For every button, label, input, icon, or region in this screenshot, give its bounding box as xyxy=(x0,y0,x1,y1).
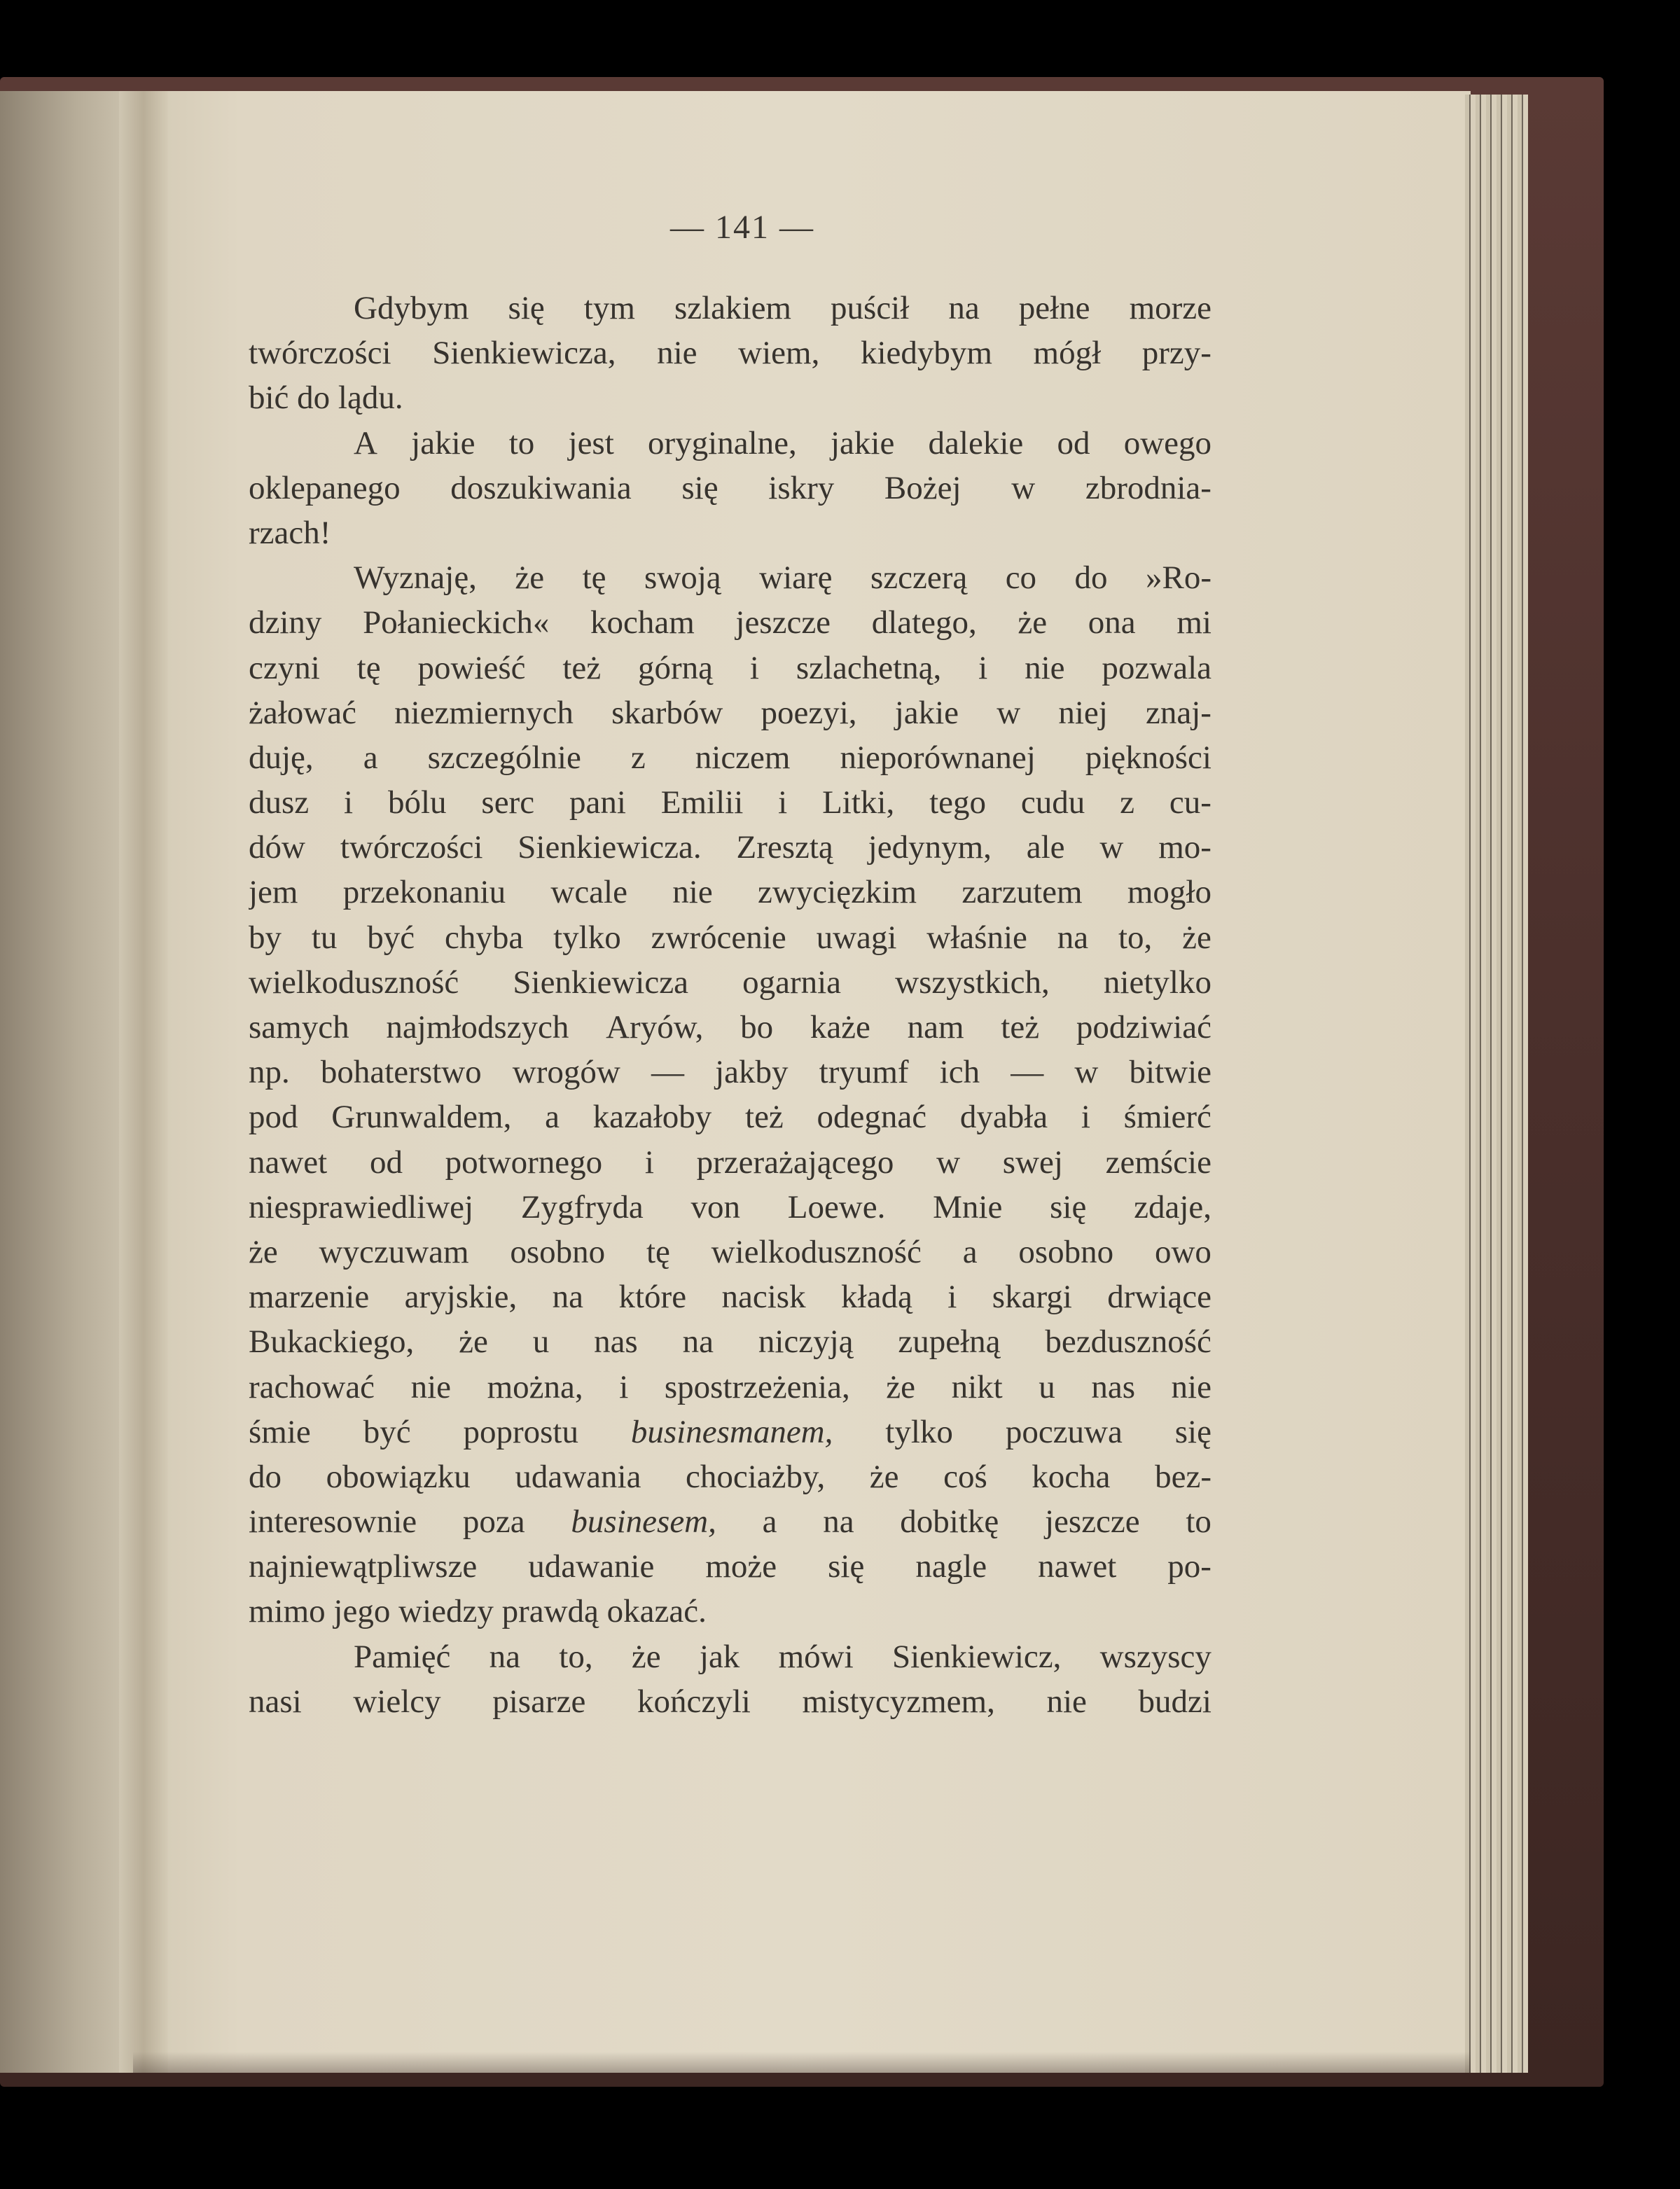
text-line: Pamięć na to, że jak mówi Sienkiewicz, wszyscy xyxy=(354,1638,1212,1675)
text-line: że wyczuwam osobno tę wielkoduszność a osobno owo xyxy=(249,1233,1212,1270)
text-line: wielkoduszność Sienkiewicza ogarnia wszystkich, nietylko xyxy=(249,964,1212,1001)
text-line: najniewątpliwsze udawanie może się nagle nawet po- xyxy=(249,1548,1212,1585)
page-number: — 141 — xyxy=(670,209,814,246)
text-line: nawet od potwornego i przerażającego w swej zemście xyxy=(249,1144,1212,1181)
text-line: Gdybym się tym szlakiem puścił na pełne morze xyxy=(354,290,1212,326)
text-line: nasi wielcy pisarze kończyli mistycyzmem, nie budzi xyxy=(249,1683,1212,1720)
text-line: niesprawiedliwej Zygfryda von Loewe. Mnie się zdaje, xyxy=(249,1188,1212,1225)
text-line: by tu być chyba tylko zwrócenie uwagi właśnie na to, że xyxy=(249,919,1212,956)
text-line: dziny Połanieckich« kocham jeszcze dlatego, że ona mi xyxy=(249,604,1212,641)
text-line: do obowiązku udawania chociażby, że coś kocha bez- xyxy=(249,1458,1212,1495)
text-line: np. bohaterstwo wrogów — jakby tryumf ich — w bitwie xyxy=(249,1054,1212,1091)
text-line-content: rzach! xyxy=(249,514,331,551)
text-line-content: mimo jego wiedzy prawdą okazać. xyxy=(249,1593,707,1630)
text-line: jem przekonaniu wcale nie zwycięzkim zarzutem mogło xyxy=(249,874,1212,911)
body-text xyxy=(249,286,1212,1724)
text-line: rachować nie można, i spostrzeżenia, że nikt u nas nie xyxy=(249,1368,1212,1405)
text-line: Bukackiego, że u nas na niczyją zupełną bezduszność xyxy=(249,1323,1212,1361)
page-bottom-shadow xyxy=(133,2052,1471,2073)
text-line: Wyznaję, że tę swoją wiarę szczerą co do »Ro- xyxy=(354,560,1212,597)
text-line: śmie być poprostu businesmanem, tylko poczuwa się xyxy=(249,1413,1212,1450)
text-line-content: bić do lądu. xyxy=(249,380,403,417)
text-line: dów twórczości Sienkiewicza. Zresztą jedynym, ale w mo- xyxy=(249,829,1212,866)
text-line: samych najmłodszych Aryów, bo każe nam też podziwiać xyxy=(249,1009,1212,1045)
text-line: A jakie to jest oryginalne, jakie dalekie od owego xyxy=(354,424,1212,461)
text-line xyxy=(249,375,1212,420)
text-line: marzenie aryjskie, na które nacisk kładą i skargi drwiące xyxy=(249,1279,1212,1316)
page-fore-edge xyxy=(1465,95,1528,2073)
text-line: pod Grunwaldem, a kazałoby też odegnać dyabła i śmierć xyxy=(249,1099,1212,1136)
text-line: twórczości Sienkiewicza, nie wiem, kiedybym mógł przy- xyxy=(249,335,1212,372)
text-line: czyni tę powieść też górną i szlachetną, i nie pozwala xyxy=(249,649,1212,686)
text-line: dusz i bólu serc pani Emilii i Litki, tego cudu z cu- xyxy=(249,784,1212,821)
page-gutter xyxy=(119,91,168,2073)
text-line: interesownie poza businesem, a na dobitkę jeszcze to xyxy=(249,1503,1212,1541)
text-line xyxy=(249,1589,1212,1634)
text-line xyxy=(249,510,1212,555)
text-line: żałować niezmiernych skarbów poezyi, jakie w niej znaj- xyxy=(249,694,1212,731)
text-line: duję, a szczególnie z niczem nieporównanej piękności xyxy=(249,739,1212,776)
text-line: oklepanego doszukiwania się iskry Bożej w zbrodnia- xyxy=(249,469,1212,506)
